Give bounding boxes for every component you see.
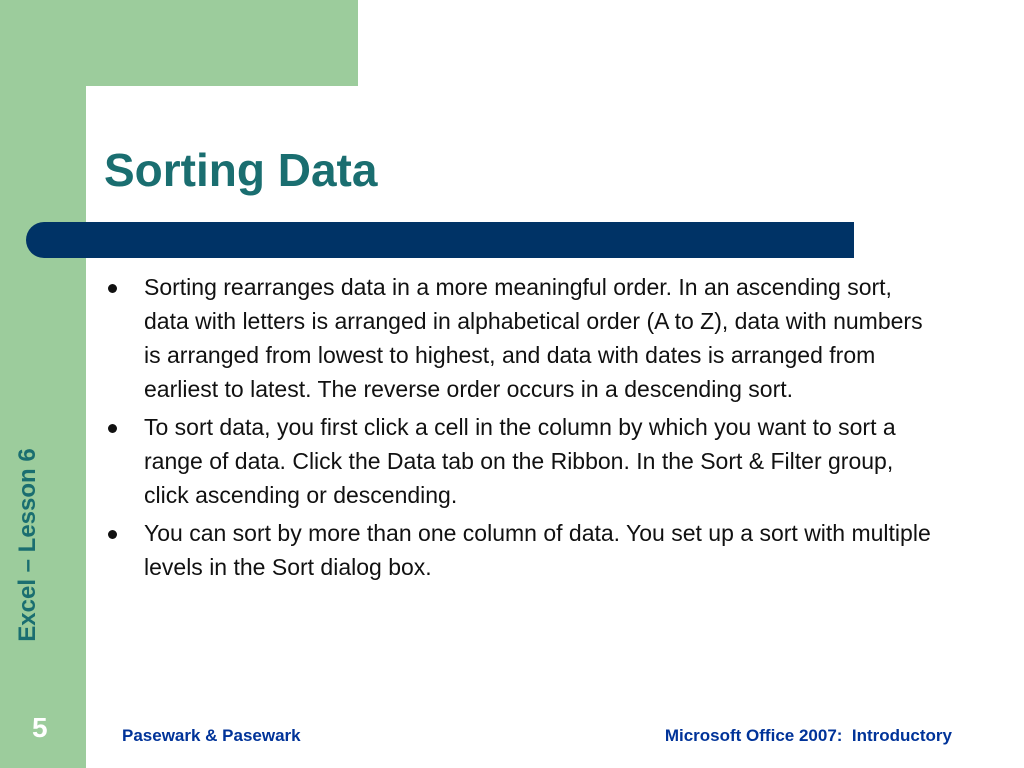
side-lesson-label: Excel – Lesson 6 (14, 448, 41, 642)
sidebar-band-top (0, 0, 358, 86)
footer-authors: Pasewark & Pasewark (122, 726, 301, 745)
bullet-dot-icon (108, 530, 117, 539)
bullet-item (100, 410, 940, 512)
slide-title: Sorting Data (104, 144, 378, 196)
bullet-dot-icon (108, 284, 117, 293)
bullet-item (100, 270, 940, 406)
bullet-text: You can sort by more than one column of data. You set up a sort with multiple levels in the Sort dialog box. (144, 520, 931, 580)
bullet-text: To sort data, you first click a cell in the column by which you want to sort a range of data. Click the Data tab on the Ribbon. In the Sort & Filter group, click ascending or descending. (144, 414, 896, 508)
sidebar-band-left (0, 0, 86, 768)
page-number: 5 (32, 712, 48, 743)
bullet-list (100, 270, 940, 588)
bullet-text: Sorting rearranges data in a more meaningful order. In an ascending sort, data with letters is arranged in alphabetical order (A to Z), data with numbers is arranged from lowest to highest, and data with dates is arranged from earliest to latest. The reverse order occurs in a descending sort. (144, 274, 923, 402)
footer-course: Microsoft Office 2007: Introductory (664, 726, 952, 745)
bullet-dot-icon (108, 424, 117, 433)
title-underline-bar (26, 222, 854, 258)
bullet-item (100, 516, 940, 584)
